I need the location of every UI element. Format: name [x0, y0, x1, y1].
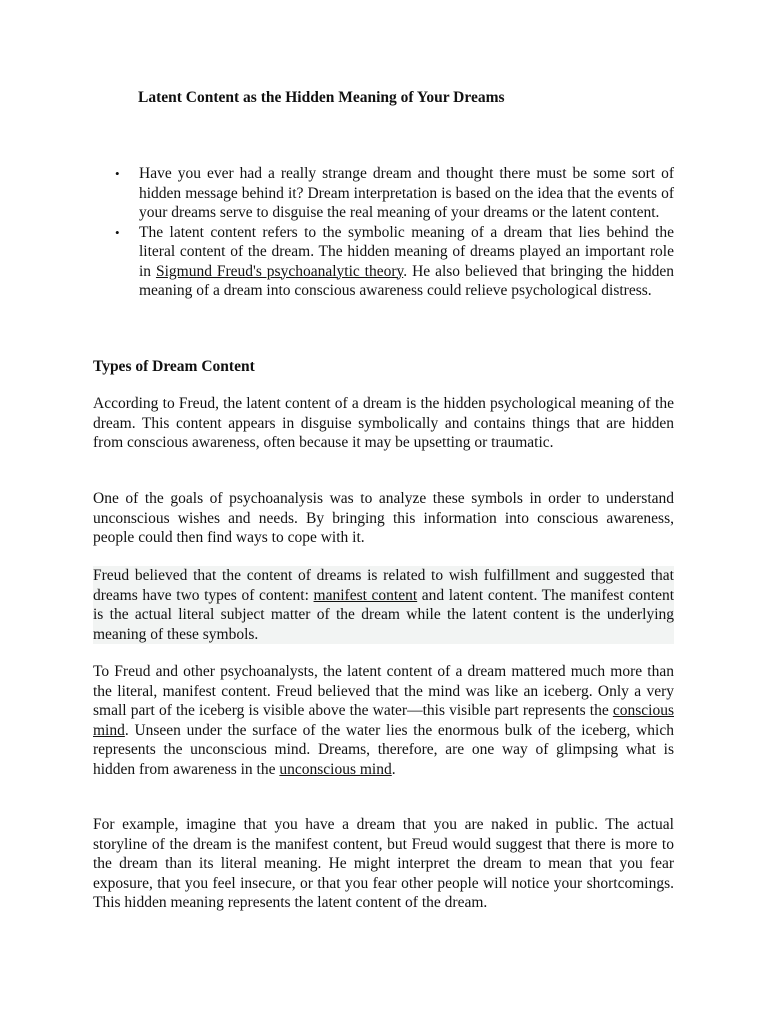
paragraph-example-naked: For example, imagine that you have a dream that you are naked in public. The actual storyline of the dream is the manifest content, but Freud would suggest that there is more to the dream than its literal meaning. He might interpret the dream to mean that you fear exposure, that you feel insecure, or that you fear other people will notice your shortcomings. This hidden meaning represents the latent content of the dream.	[93, 816, 674, 911]
paragraph-psychoanalysis-goals: One of the goals of psychoanalysis was to analyze these symbols in order to understand unconscious wishes and needs. By bringing this information into conscious awareness, people could then find ways to cope with it.	[93, 490, 674, 546]
paragraph-iceberg-middle: . Unseen under the surface of the water lies the enormous bulk of the iceberg, which represents the unconscious mind. Dreams, therefore, are one way of glimpsing what is hidden from awareness in the	[93, 721, 674, 778]
document-title: Latent Content as the Hidden Meaning of Your Dreams	[138, 89, 505, 106]
bullet-1-text: Have you ever had a really strange dream and thought there must be some sort of hidden message behind it? Dream interpretation is based on the idea that the events of your dreams serve to disguise the real meaning of your dreams or the latent content.	[139, 165, 674, 221]
bullet-icon: •	[115, 224, 120, 240]
paragraph-two-types-after: and latent content. The manifest content is the actual literal subject matter of the dream while the latent content is the underlying meaning of these symbols.	[93, 586, 675, 643]
bullet-icon: •	[115, 166, 120, 181]
bullet-2-text-after: . He also believed that bringing the hidden meaning of a dream into conscious awareness could relieve psychological distress.	[139, 262, 675, 299]
bullet-2-text-before: The latent content refers to the symbolic meaning of a dream that lies behind the literal content of the dream. The hidden meaning of dreams played an important role in	[139, 223, 674, 280]
freud-psychoanalytic-theory-link[interactable]: Sigmund Freud's psychoanalytic theory	[155, 262, 404, 280]
section-heading-types: Types of Dream Content	[93, 358, 255, 375]
paragraph-freud-latent: According to Freud, the latent content of a dream is the hidden psychological meaning of the dream. This content appears in disguise symbolically and contains things that are hidden from conscious awareness, often because it may be upsetting or traumatic.	[93, 395, 674, 451]
paragraph-iceberg-before: To Freud and other psychoanalysts, the latent content of a dream mattered much more than the literal, manifest content. Freud believed that the mind was like an iceberg. Only a very small part of the iceberg is visible above the water—this visible part represents the	[93, 663, 674, 719]
unconscious-mind-link[interactable]: unconscious mind	[279, 760, 392, 778]
paragraph-iceberg	[93, 662, 674, 779]
paragraph-two-types-before: Freud believed that the content of dreams is related to wish fulfillment and suggested that dreams have two types of content:	[93, 567, 674, 604]
paragraph-iceberg-after: .	[391, 760, 396, 778]
manifest-content-link[interactable]: manifest content	[313, 586, 418, 604]
paragraph-two-types	[93, 566, 674, 644]
bullet-item-1	[93, 164, 674, 223]
bullet-item-2	[93, 223, 674, 301]
intro-bullet-list	[93, 164, 674, 301]
conscious-mind-link[interactable]: conscious mind	[93, 702, 674, 739]
